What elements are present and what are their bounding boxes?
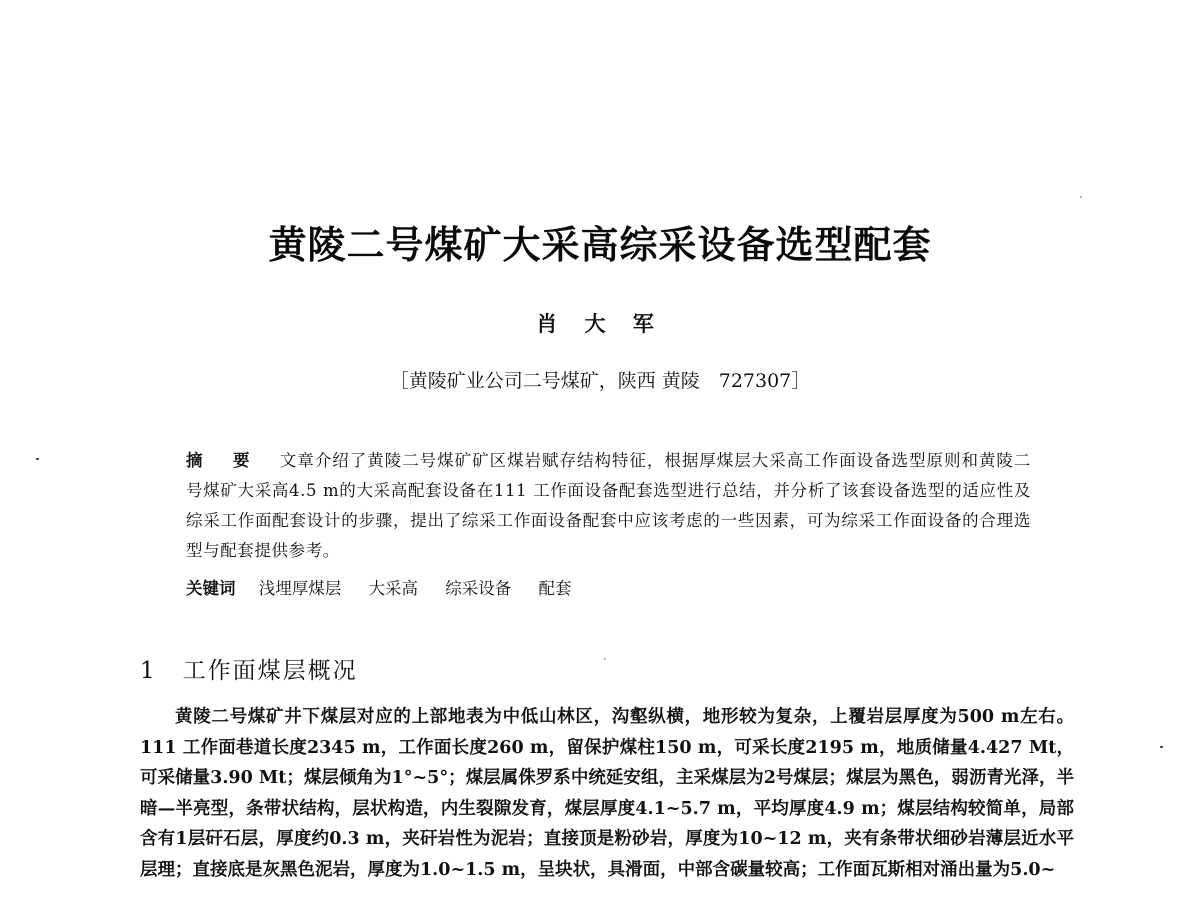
- keywords: [186, 574, 1031, 604]
- author-affiliation: ［黄陵矿业公司二号煤矿，陕西 黄陵 727307］: [389, 370, 811, 392]
- scan-speck: [1080, 196, 1082, 198]
- scan-speck: [1160, 746, 1163, 748]
- keyword: 综采设备: [445, 579, 512, 598]
- section-heading: [140, 652, 358, 685]
- keyword: 浅埋厚煤层: [258, 579, 342, 598]
- scan-speck: [604, 658, 606, 660]
- keyword: 大采高: [368, 579, 418, 598]
- abstract: [186, 446, 1031, 566]
- keyword: 配套: [538, 579, 572, 598]
- paper-title: 黄陵二号煤矿大采高综采设备选型配套: [268, 222, 932, 267]
- keywords-label: 关键词: [186, 579, 236, 598]
- section-number: 1: [140, 658, 157, 684]
- scan-speck: [36, 458, 39, 460]
- author-name: 肖 大 军: [536, 311, 664, 336]
- section-title: 工作面煤层概况: [182, 658, 358, 684]
- body-paragraph: 黄陵二号煤矿井下煤层对应的上部地表为中低山林区，沟壑纵横，地形较为复杂，上覆岩层厚度为500 m左右。111 工作面巷道长度2345 m，工作面长度260 m，留保护煤柱150 m，可采长度2195 m，地质储量4.427 Mt，可采储量3.90 Mt；煤层倾角为1°~5°；煤层属侏罗系中统延安组，主采煤层为2号煤层；煤层为黑色，弱沥青光泽，半暗—半亮型，条带状结构，层状构造，内生裂隙发育，煤层厚度4.1~5.7 m，平均厚度4.9 m；煤层结构较简单，局部含有1层矸石层，厚度约0.3 m，夹矸岩性为泥岩；直接顶是粉砂岩，厚度为10~12 m，夹有条带状细砂岩薄层近水平层理；直接底是灰黑色泥岩，厚度为1.0~1.5 m，呈块状，具滑面，中部含碳量较高；工作面瓦斯相对涌出量为5.0~: [140, 707, 1074, 880]
- abstract-label: 摘 要: [186, 451, 262, 470]
- abstract-text: 文章介绍了黄陵二号煤矿矿区煤岩赋存结构特征，根据厚煤层大采高工作面设备选型原则和黄陵二号煤矿大采高4.5 m的大采高配套设备在111 工作面设备配套选型进行总结，并分析了该套设备选型的适应性及综采工作面配套设计的步骤，提出了综采工作面设备配套中应该考虑的一些因素，可为综采工作面设备的合理选型与配套提供参考。: [186, 451, 1031, 560]
